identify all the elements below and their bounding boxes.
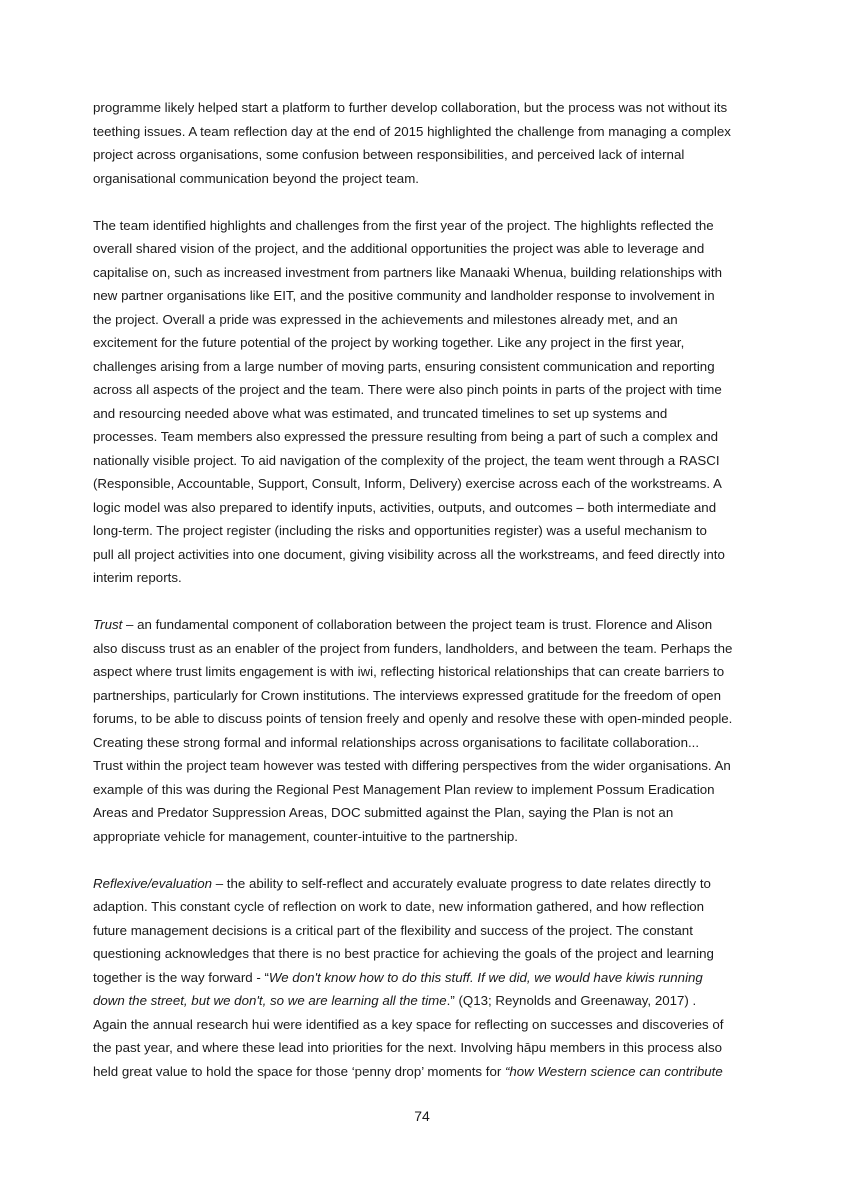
text-line: project across organisations, some confusion between responsibilities, and perceived lack of internal [93,147,685,162]
text-line: long-term. The project register (including the risks and opportunities register) was a useful mechanism to [93,523,707,538]
text-line: excitement for the future potential of the project by working together. Like any project in the first year, [93,335,685,350]
term-reflexive-evaluation: Reflexive/evaluation [93,875,213,891]
paragraph-collaboration-start [93,96,753,190]
text-line: forums, to be able to discuss points of tension freely and openly and resolve these with open-minded people. [93,711,733,726]
text-line: across all aspects of the project and the team. There were also pinch points in parts of the project with time [93,382,722,397]
text-run: – an fundamental component of collaboration between the project team is trust. Florence and Alison [122,617,713,632]
text-line: the past year, and where these lead into priorities for the next. Involving hāpu members in this process also [93,1040,722,1055]
text-line: partnerships, particularly for Crown institutions. The interviews expressed gratitude for the freedom of open [93,687,721,703]
text-line [93,966,753,990]
text-run: held great value to hold the space for those ‘penny drop’ moments for [93,1063,505,1079]
text-line [93,1060,753,1084]
text-line: Trust within the project team however was tested with differing perspectives from the wider organisations. An [93,758,731,773]
quote-text: We don't know how to do this stuff. If we did, we would have kiwis running [268,969,703,985]
text-line: adaption. This constant cycle of reflection on work to date, new information gathered, and how reflection [93,899,705,914]
text-line: The team identified highlights and challenges from the first year of the project. The highlights reflected the [93,217,714,233]
text-line: overall shared vision of the project, and the additional opportunities the project was able to leverage and [93,241,705,256]
text-run: together is the way forward - “ [93,969,269,985]
text-line [93,613,753,637]
text-line: Again the annual research hui were identified as a key space for reflecting on successes and discoveries of [93,1016,724,1032]
text-line: appropriate vehicle for management, counter-intuitive to the partnership. [93,828,519,844]
text-line: nationally visible project. To aid navigation of the complexity of the project, the team went through a RASCI [93,452,720,468]
text-run: – the ability to self-reflect and accurately evaluate progress to date relates directly to [212,875,711,891]
citation-text: .” (Q13; Reynolds and Greenaway, 2017) . [446,993,697,1008]
page-number: 74 [414,1108,430,1124]
text-line: logic model was also prepared to identify inputs, activities, outputs, and outcomes – both intermediate and [93,499,717,515]
text-line: aspect where trust limits engagement is with iwi, reflecting historical relationships that can create barriers to [93,664,725,679]
text-line: the project. Overall a pride was expressed in the achievements and milestones already met, and an [93,311,678,327]
text-line: organisational communication beyond the project team. [93,170,419,186]
text-line: pull all project activities into one document, giving visibility across all the workstreams, and feed directly into [93,546,725,562]
text-line: also discuss trust as an enabler of the project from funders, landholders, and between the team. Perhaps the [93,640,733,656]
quote-text: down the street, but we don't, so we are learning all the time [93,993,447,1008]
text-line: Areas and Predator Suppression Areas, DOC submitted against the Plan, saying the Plan is not an [93,805,674,820]
text-line: future management decisions is a critical part of the flexibility and success of the project. The constant [93,922,693,938]
text-line: new partner organisations like EIT, and the positive community and landholder response to involvement in [93,288,715,303]
text-line [93,872,753,896]
text-line: capitalise on, such as increased investment from partners like Manaaki Whenua, building relationships with [93,264,722,280]
paragraph-reflexive-evaluation [93,872,753,1084]
quote-text: “how Western science can contribute [504,1063,723,1079]
text-line: teething issues. A team reflection day at the end of 2015 highlighted the challenge from managing a complex [93,123,731,139]
text-line: interim reports. [93,570,182,585]
text-line: (Responsible, Accountable, Support, Consult, Inform, Delivery) exercise across each of the workstreams. A [93,476,722,491]
paragraph-trust [93,613,753,848]
term-trust: Trust [93,617,123,632]
text-line: and resourcing needed above what was estimated, and truncated timelines to set up systems and [93,405,668,421]
text-line: example of this was during the Regional Pest Management Plan review to implement Possum Eradication [93,781,715,797]
text-line: processes. Team members also expressed the pressure resulting from being a part of such a complex and [93,429,719,444]
text-line: challenges arising from a large number of moving parts, ensuring consistent communication and reporting [93,358,715,374]
text-line: programme likely helped start a platform to further develop collaboration, but the process was not without its [93,100,728,115]
text-line: questioning acknowledges that there is no best practice for achieving the goals of the project and learning [93,946,714,961]
paragraph-highlights-challenges [93,214,753,590]
text-line: Creating these strong formal and informal relationships across organisations to facilitate collaboration... [93,734,700,750]
document-page [93,96,753,1107]
text-line [93,989,753,1013]
